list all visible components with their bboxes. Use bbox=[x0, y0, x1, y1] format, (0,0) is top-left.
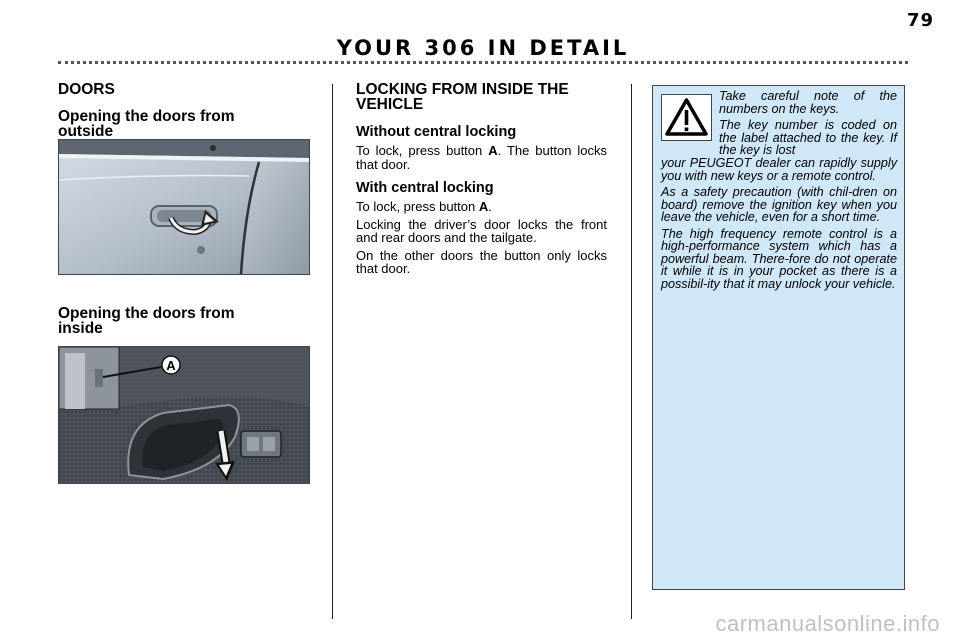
note-intro-block bbox=[719, 90, 897, 157]
callout-a-label: A bbox=[166, 358, 176, 373]
interior-door-handle-photo bbox=[58, 346, 310, 484]
heading-with-central-locking: With central locking bbox=[356, 180, 494, 196]
warning-triangle-icon bbox=[661, 94, 712, 141]
section-heading-doors: DOORS bbox=[58, 81, 115, 98]
text-fragment: . bbox=[488, 199, 492, 214]
note-paragraph-key-number: The key number is coded on the label attached to the key. If the key is lost bbox=[719, 118, 897, 157]
note-paragraph-safety: As a safety precaution (with chil-dren on board) remove the ignition key when you leave the vehicle, even for a short time. bbox=[661, 185, 897, 224]
page-number: 79 bbox=[906, 10, 934, 31]
heading-opening-outside: Opening the doors from outside bbox=[58, 108, 235, 140]
title-dotted-rule bbox=[58, 61, 908, 64]
text-fragment: To lock, press button bbox=[356, 199, 479, 214]
page-title: YOUR 306 IN DETAIL bbox=[336, 36, 630, 60]
door-handle-photo bbox=[58, 139, 310, 275]
button-reference: A bbox=[478, 199, 489, 214]
driver-door-locking-text: Locking the driver’s door locks the front and rear doors and the tailgate. bbox=[356, 216, 607, 245]
interior-door-illustration bbox=[59, 347, 309, 483]
note-paragraph-remote: The high frequency remote control is a high-performance system which has a powerful beam. There-fore do not operate it while it is in your pocket as there is a possibil-ity that it may unlock your vehicle. bbox=[661, 226, 897, 291]
text-fragment: To lock, press button bbox=[356, 143, 489, 158]
heading-locking-inside: LOCKING FROM INSIDE THE VEHICLE bbox=[356, 81, 569, 113]
warning-triangle-graphic bbox=[662, 95, 711, 140]
watermark: carmanualsonline.info bbox=[715, 611, 940, 636]
middle-column bbox=[356, 82, 607, 276]
button-reference: A bbox=[488, 143, 498, 158]
column-divider-left bbox=[332, 84, 333, 619]
heading-opening-inside: Opening the doors from inside bbox=[58, 305, 235, 337]
key-information-note bbox=[652, 85, 905, 590]
without-central-locking-text bbox=[356, 144, 607, 171]
other-doors-locking-text: On the other doors the button only locks that door. bbox=[356, 247, 607, 276]
left-column bbox=[58, 82, 308, 139]
note-paragraph-dealer: your PEUGEOT dealer can rapidly supply you with new keys or a remote control. bbox=[661, 156, 897, 183]
with-central-locking-text bbox=[356, 200, 607, 214]
text-fragment: . The button locks that door. bbox=[356, 143, 608, 172]
left-column-lower bbox=[58, 306, 308, 336]
note-main-block bbox=[661, 157, 897, 290]
heading-without-central-locking: Without central locking bbox=[356, 124, 517, 140]
door-handle-illustration bbox=[59, 140, 309, 274]
column-divider-right bbox=[631, 84, 632, 619]
note-paragraph-keys: Take careful note of the numbers on the keys. bbox=[719, 89, 897, 116]
